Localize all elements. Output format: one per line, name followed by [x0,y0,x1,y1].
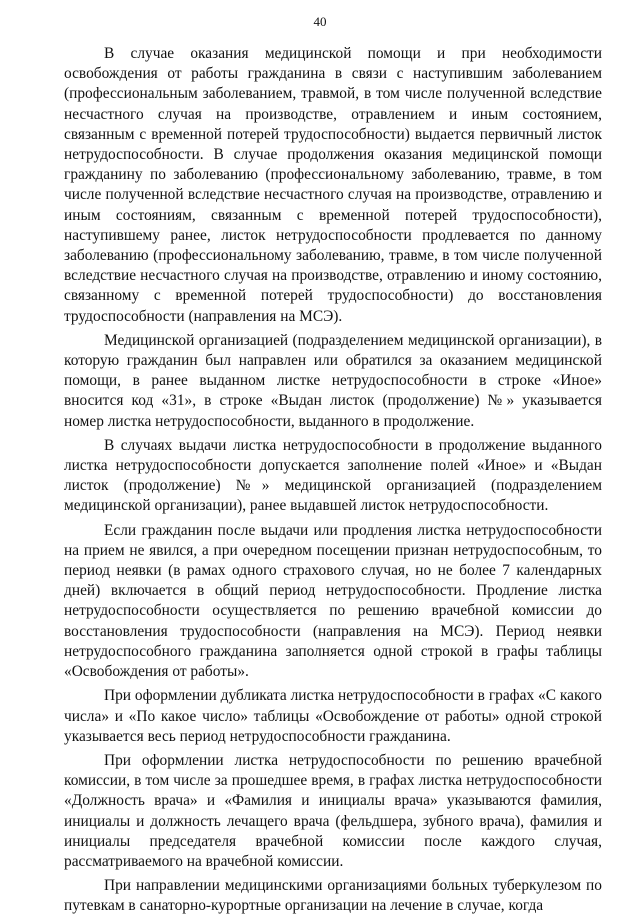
paragraph-2: Медицинской организацией (подразделением медицинской организации), в которую гражданин был направлен или обратился за оказанием медицинской помощи, в ранее выданном листке нетрудоспособности в строке «Иное» вносится код «31», в строке «Выдан листок (продолжение) №» указывается номер листка нетрудоспособности, выданного в продолжение. [64,331,602,430]
paragraph-7: При направлении медицинскими организациями больных туберкулезом по путевкам в санаторно-курортные организации на лечение в случае, когда [64,877,602,915]
paragraph-4: Если гражданин после выдачи или продления листка нетрудоспособности на прием не явился, а при очередном посещении признан нетрудоспособным, то период неявки (в рамах одного страхового случая, но не более 7 календарных дней) включается в общий период нетрудоспособности. Продление листка нетрудоспособности осуществляется по решению врачебной комиссии до восстановления трудоспособности (направления на МСЭ). Период неявки нетрудоспособного гражданина заполняется одной строкой в графы таблицы «Освобождения от работы». [64,521,602,681]
page-number: 40 [313,14,327,29]
paragraph-6: При оформлении листка нетрудоспособности по решению врачебной комиссии, в том числе за прошедшее время, в графах листка нетрудоспособности «Должность врача» и «Фамилия и инициалы врача» указываются фамилия, инициалы и должность лечащего врача (фельдшера, зубного врача), фамилия и инициалы председателя врачебной комиссии после каждого случая, рассматриваемого на врачебной комиссии. [64,751,602,870]
paragraph-5: При оформлении дубликата листка нетрудоспособности в графах «С какого числа» и «По какое число» таблицы «Освобождение от работы» одной строкой указывается весь период нетрудоспособности гражданина. [64,687,602,745]
paragraph-1: В случае оказания медицинской помощи и при необходимости освобождения от работы гражданина в связи с наступившим заболеванием (профессиональным заболеванием, травмой, в том числе полученной вследствие несчастного случая на производстве, отравлением и иным состоянием, связанным с временной потерей трудоспособности) выдается первичный листок нетрудоспособности. В случае продолжения оказания медицинской помощи гражданину по заболеванию (профессиональному заболеванию, травме, в том числе полученной вследствие несчастного случая на производстве, отравлению и иным состояниям, связанным с временной потерей трудоспособности), наступившему ранее, листок нетрудоспособности продлевается по данному заболеванию (профессиональному заболеванию, травме, в том числе полученной вследствие несчастного случая на производстве, отравлению и иному состоянию, связанному с временной потерей трудоспособности) до восстановления трудоспособности (направления на МСЭ). [64,45,602,325]
paragraph-3: В случаях выдачи листка нетрудоспособности в продолжение выданного листка нетрудоспособности допускается заполнение полей «Иное» и «Выдан листок (продолжение) №» медицинской организацией (подразделением медицинской организации), ранее выдавшей листок нетрудоспособности. [64,436,602,515]
document-body [64,44,602,921]
